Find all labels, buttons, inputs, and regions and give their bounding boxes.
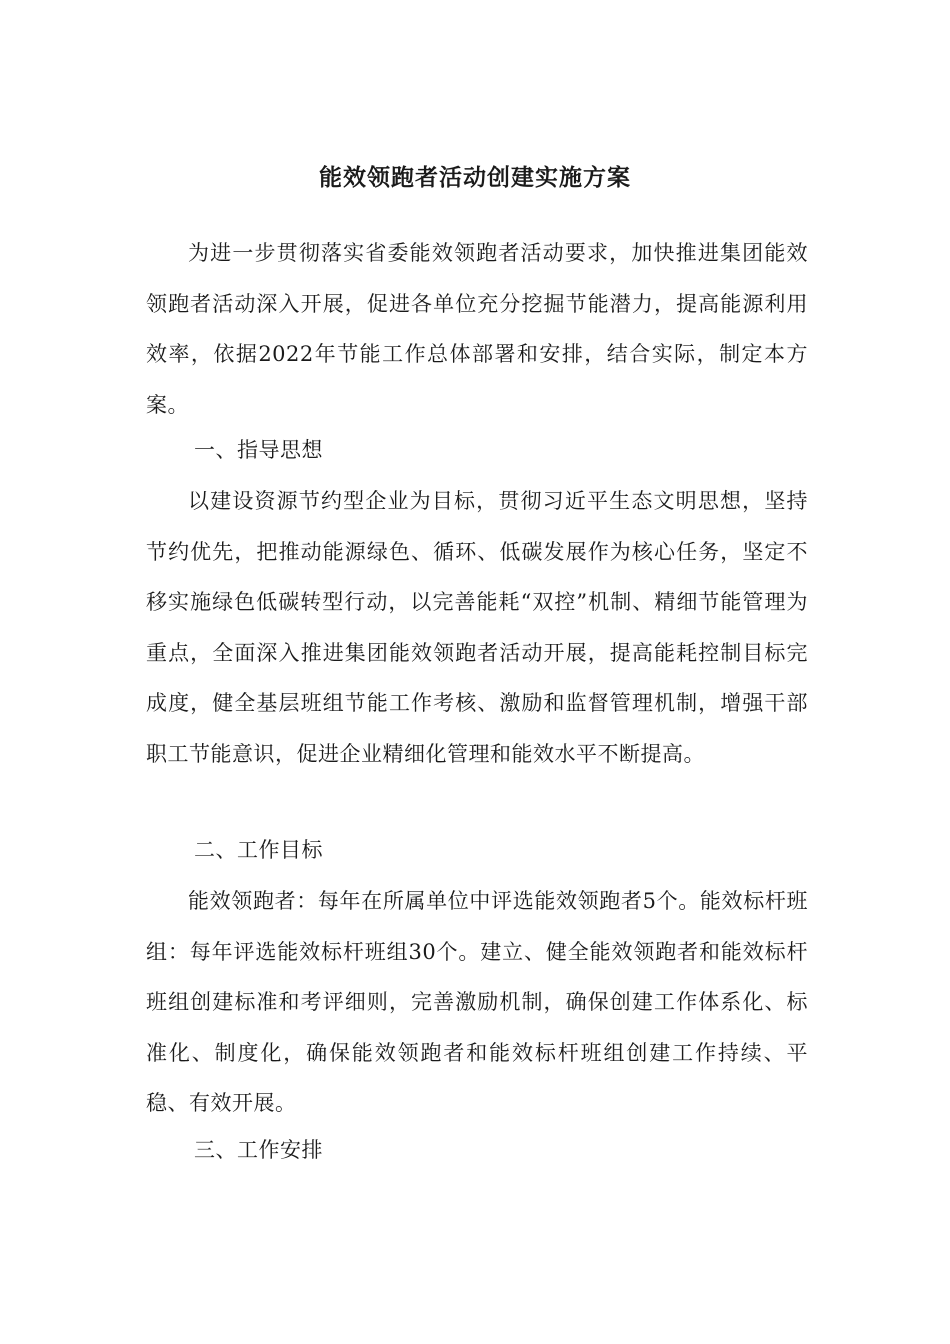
section-heading-2: 二、工作目标 [194,838,323,862]
section-heading-3: 三、工作安排 [194,1138,323,1162]
intro-paragraph [146,228,808,430]
intro-text: 为进一步贯彻落实省委能效领跑者活动要求，加快推进集团能效领跑者活动深入开展，促进各单位充分挖掘节能潜力，提高能源利用效率，依据2022年节能工作总体部署和安排，结合实际，制定本方案。 [146,241,808,417]
section-body-1-text: 以建设资源节约型企业为目标，贯彻习近平生态文明思想，坚持节约优先，把推动能源绿色、循环、低碳发展作为核心任务，坚定不移实施绿色低碳转型行动，以完善能耗“双控”机制、精细节能管理为重点，全面深入推进集团能效领跑者活动开展，提高能耗控制目标完成度，健全基层班组节能工作考核、激励和监督管理机制，增强干部职工节能意识，促进企业精细化管理和能效水平不断提高。 [146,489,808,766]
section-body-2-text: 能效领跑者：每年在所属单位中评选能效领跑者5个。能效标杆班组：每年评选能效标杆班组30个。建立、健全能效领跑者和能效标杆班组创建标准和考评细则，完善激励机制，确保创建工作体系化、标准化、制度化，确保能效领跑者和能效标杆班组创建工作持续、平稳、有效开展。 [146,889,808,1115]
document-title: 能效领跑者活动创建实施方案 [319,164,631,191]
section-body-2 [146,876,808,1129]
section-heading-1: 一、指导思想 [194,438,323,462]
section-body-1 [146,476,808,779]
